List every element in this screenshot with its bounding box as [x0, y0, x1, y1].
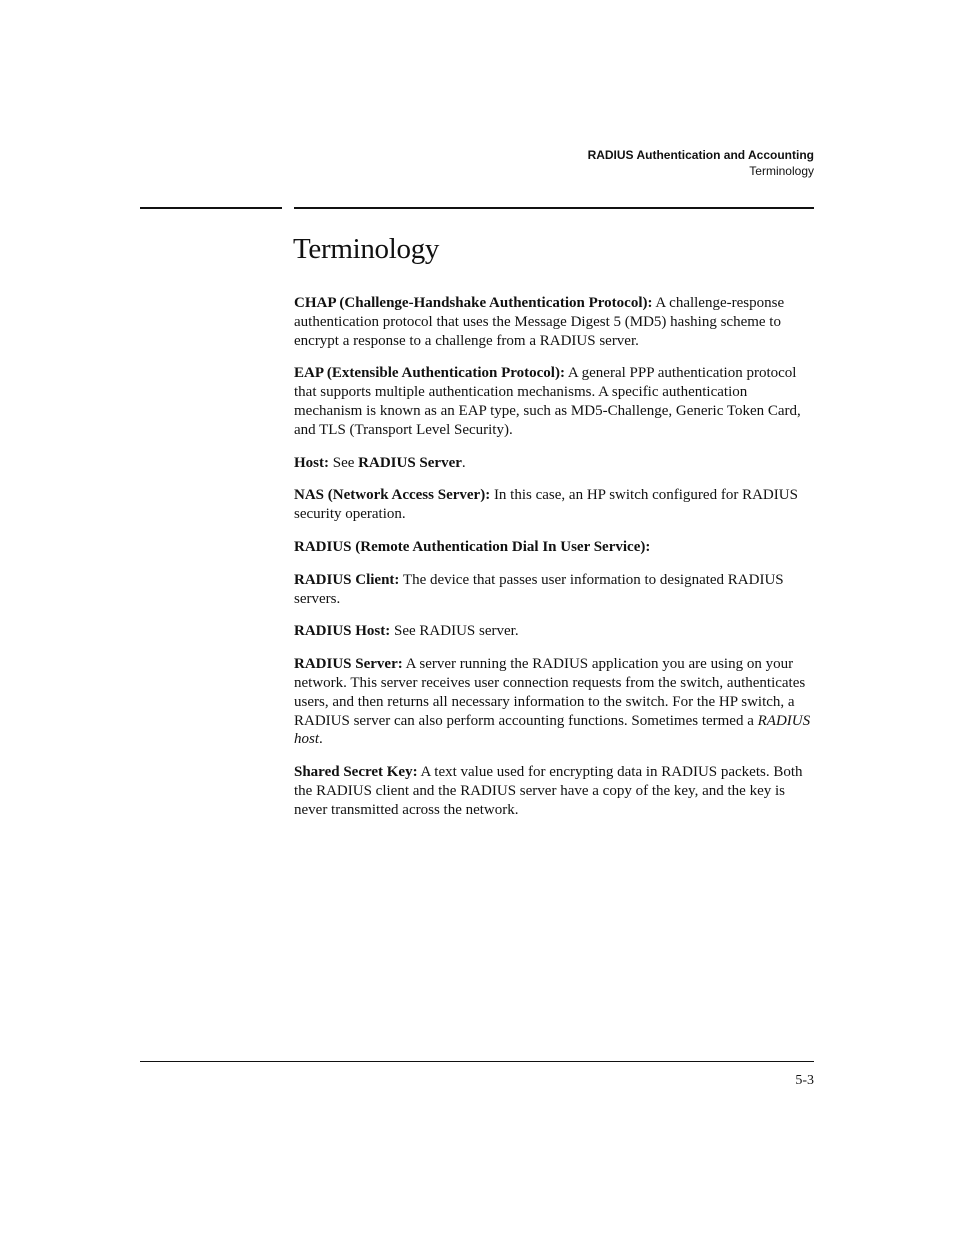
glossary-term: Shared Secret Key:: [294, 764, 418, 781]
glossary-term: RADIUS Server:: [294, 656, 403, 673]
glossary-emphasis: RADIUS host: [294, 712, 811, 748]
glossary-entry-radius-server: [294, 655, 814, 749]
glossary-term: NAS (Network Access Server):: [294, 487, 491, 504]
glossary-term: RADIUS (Remote Authentication Dial In User Service):: [294, 538, 651, 555]
glossary-term: RADIUS Client:: [294, 571, 400, 588]
footer-rule: [140, 1061, 814, 1062]
header-rule-right: [294, 207, 814, 209]
glossary-term: Host:: [294, 454, 329, 471]
header-rule-left: [140, 207, 282, 209]
glossary-entry-host: [294, 454, 814, 473]
glossary-entry-eap: [294, 364, 814, 439]
glossary-entry-nas: [294, 486, 814, 524]
page-number: 5-3: [795, 1073, 814, 1088]
running-header-chapter: RADIUS Authentication and Accounting: [587, 148, 814, 162]
glossary-term: CHAP (Challenge-Handshake Authentication Protocol):: [294, 295, 653, 311]
glossary-definition-end: .: [319, 731, 323, 748]
glossary-entry-radius-client: [294, 571, 814, 609]
running-header-section: Terminology: [749, 164, 814, 178]
glossary-entry-radius-host: [294, 622, 814, 641]
glossary-definition: See: [329, 454, 359, 471]
glossary-definition: A server running the RADIUS application you are using on your network. This server receives user connection requests from the switch, authenticates users, and then returns all necessary information to the switch. For the HP switch, a RADIUS server can also perform accounting functions. Sometimes termed a: [294, 656, 806, 729]
glossary-entry-chap: [294, 294, 814, 350]
glossary-definition: The device that passes user information to designated RADIUS servers.: [294, 571, 784, 607]
glossary-definition: In this case, an HP switch configured for RADIUS security operation.: [294, 487, 798, 523]
glossary-definition: A challenge-response authentication protocol that uses the Message Digest 5 (MD5) hashing scheme to encrypt a response to a challenge from a RADIUS server.: [294, 295, 785, 349]
glossary-content: [294, 294, 814, 834]
glossary-entry-shared-secret-key: [294, 763, 814, 819]
glossary-cross-reference: RADIUS Server: [358, 454, 462, 471]
glossary-term: RADIUS Host:: [294, 623, 391, 640]
glossary-entry-radius: [294, 538, 814, 557]
glossary-definition: A general PPP authentication protocol that supports multiple authentication mechanisms. A specific authentication mechanism is known as an EAP type, such as MD5-Challenge, Generic Token Card, and TLS (Transport Level Security).: [294, 365, 801, 438]
page-title: Terminology: [293, 233, 440, 265]
glossary-term: EAP (Extensible Authentication Protocol):: [294, 365, 565, 382]
glossary-definition: A text value used for encrypting data in RADIUS packets. Both the RADIUS client and the RADIUS server have a copy of the key, and the key is never transmitted across the network.: [294, 764, 803, 818]
running-header: [588, 147, 814, 179]
glossary-definition: See RADIUS server.: [390, 623, 519, 640]
glossary-definition-end: .: [461, 454, 466, 471]
